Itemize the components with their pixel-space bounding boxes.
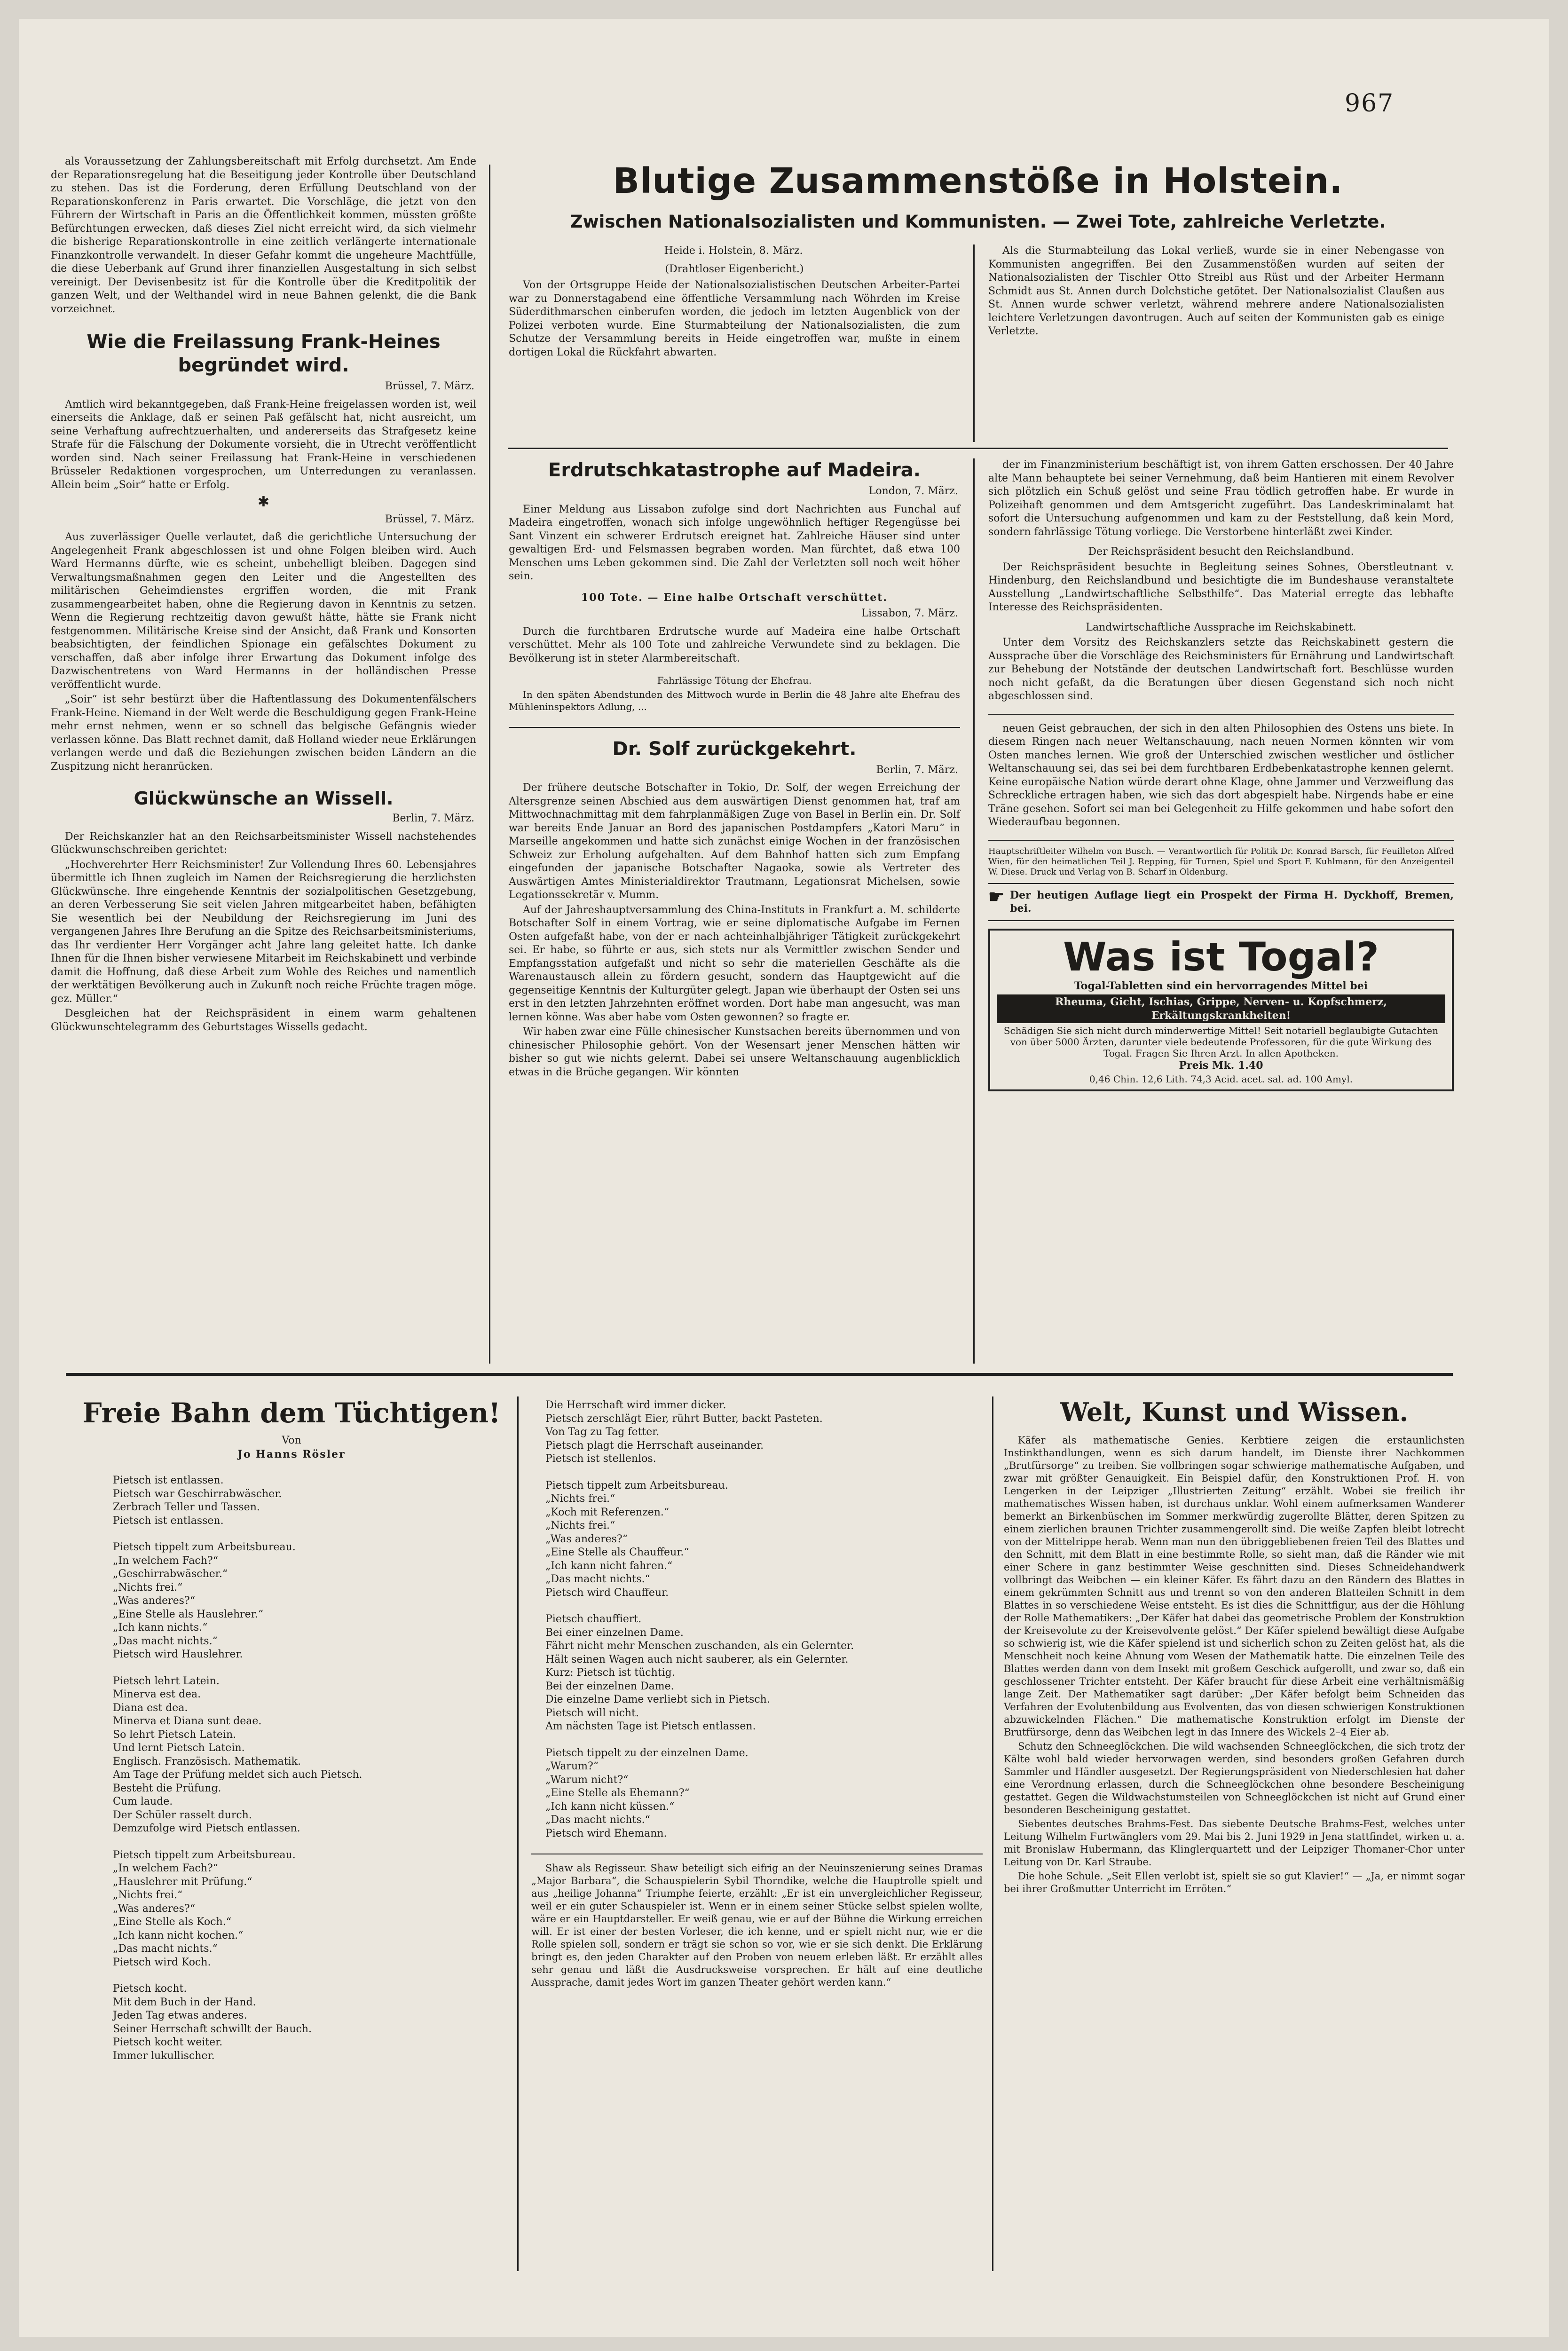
verse-stanza: Pietsch tippelt zum Arbeitsbureau. „In welchem Fach?“ „Geschirrabwäscher.“ „Nichts frei.“ „Was anderes?“ „Eine Stelle als Hauslehrer.“ „Ich kann nichts.“ „Das macht nichts.“ Pietsch wird Hauslehrer. bbox=[113, 1541, 296, 1660]
dateline: London, 7. März. bbox=[868, 485, 958, 497]
holstein-column-1 bbox=[509, 245, 960, 361]
madeira-heading: Erdrutschkatastrophe auf Madeira. bbox=[548, 459, 921, 481]
imprint: Hauptschriftleiter Wilhelm von Busch. — Verantwortlich für Politik Dr. Konrad Barsch, für Feuilleton Alfred Wien, für den heimatlichen Teil J. Repping, für Turnen, Spiel und Sport F. Kuhlmann, für den Anzeigenteil W. Diese. Druck und Verlag von B. Scharf in Oldenburg. bbox=[988, 846, 1454, 877]
kabinett-heading: Landwirtschaftliche Aussprache im Reichskabinett. bbox=[1086, 621, 1356, 633]
supplement-text: Der heutigen Auflage liegt ein Prospekt der Firma H. Dyckhoff, Bremen, bei. bbox=[1010, 889, 1454, 915]
article-paragraph: Aus zuverlässiger Quelle verlautet, daß die gerichtliche Untersuchung der Angelegenheit Frank abgeschlossen ist und ohne Folgen bleiben wird. Auch Ward Hermanns dürfte, wie es scheint, unbehelligt bleiben. Dagegen sind Verwaltungsmaßnahmen gegen den Leiter und die Angestellten des militärischen Geheimdienstes ergriffen worden, die mit Frank zusammengearbeitet haben, ohne die Regierung davon in Kenntnis zu setzen. Wenn die Regierung rechtzeitig davon gewußt hätte, hätte sie Frank nicht festgenommen. Militärische Kreise sind der Ansicht, daß Frank und Konsorten beabsichtigten, der feindlichen Spionage ein gefälschtes Dokument zu verschaffen, daß aber infolge ihrer Erwartung das Dokument infolge des Dazwischentretens von Ward Hermanns in der holländischen Presse veröffentlicht wurde. bbox=[51, 531, 476, 691]
article-paragraph: Desgleichen hat der Reichspräsident in einem warm gehaltenen Glückwunschtelegramm des Geburtstages Wissells gedacht. bbox=[51, 1008, 476, 1033]
section-rule bbox=[988, 920, 1454, 921]
section-rule bbox=[988, 883, 1454, 884]
headline: Blutige Zusammenstöße in Holstein. bbox=[613, 161, 1343, 201]
togal-conditions: Rheuma, Gicht, Ischias, Grippe, Nerven- u. Kopfschmerz, Erkältungskrankheiten! bbox=[997, 994, 1445, 1023]
article-paragraph: Wir haben zwar eine Fülle chinesischer Kunstsachen bereits übernommen und von chinesischer Philosophie gehört. Von der Wesensart jener Menschen hätten wir bisher so gut wie nichts gelernt. Dabei sei unsere Weltanschauung augenblicklich etwas in die Brüche gegangen. Wir könnten bbox=[509, 1026, 960, 1078]
verse-stanza: Pietsch lehrt Latein. Minerva est dea. Diana est dea. Minerva et Diana sunt deae. So lehrt Pietsch Latein. Und lernt Pietsch Latein. Englisch. Französisch. Mathematik. Am Tage der Prüfung meldet sich auch Pietsch. Besteht die Prüfung. Cum laude. Der Schüler rasselt durch. Demzufolge wird Pietsch entlassen. bbox=[113, 1675, 362, 1834]
author-name: Jo Hanns Rösler bbox=[237, 1448, 346, 1460]
column-rule bbox=[489, 165, 490, 1364]
article-paragraph: Käfer als mathematische Genies. Kerbtiere zeigen die erstaunlichsten Instinkthandlungen, wenn es sich darum handelt, im Dienste ihrer Nachkommen „Brutfürsorge“ zu treiben. Sie vollbringen sogar schwierige mathematische Aufgaben, und zwar mit größter Genauigkeit. Ein Beispiel dafür, den Konstruktionen Prof. H. von Lengerken in der Leipziger „Illustrierten Zeitung“ erzählt. Wobei sie freilich ihr mathematisches Wissen haben, ist durchaus unklar. Wohl einem aufmerksamen Wanderer bemerkt an Birkenbüschen im Sommer merkwürdig zugerollte Blätter, deren Spitzen zu einem zierlichen braunen Trichter zusammengerollt sind. Die weiße Zapfen bleibt lotrecht von der Mittelrippe herab. Wenn man nun den übriggebliebenen freien Teil des Blattes und den Schnitt, mit dem Blatt in eine bestimmte Rolle, so sieht man, daß die Ränder wie mit einer Schere in ganz bestimmter Weise geschnitten sind. Dieses Schneidehandwerk vollbringt das Weibchen — ein kleiner Käfer. Es fährt dazu an den Rändern des Blattes in einem gekrümmten Schnitt aus und trennt so von den anderen Blatteilen Schnitt in dem Blattes in so verschiedene Weise entsteht. Es ist dies die Schnittfigur, aus der die Höhlung der Rolle Mathematikers: „Der Käfer hat dabei das geometrische Problem der Konstruktion der Kreisevolute zu der Kreisevolvente gelöst.“ Der Käfer spielend bewältigt diese Aufgabe so schwierig ist, wie die Käfer spielend ist und sicherlich schon zu Zeiten gelöst hat, als die Menschheit noch keine Ahnung vom Wesen der Mathematik hatte. Die einzelnen Teile des Blattes werden dann von dem Insekt mit großem Geschick aufgerollt, und zwar so, daß ein geschlossener Trichter entsteht. Der Käfer braucht für diese Arbeit eine verhältnismäßig lange Zeit. Der Mathematiker sagt darüber: „Der Käfer befolgt beim Schneiden das Verfahren der Evolutenbildung aus Evolventen, das von diesen schwierigen Konstruktionen abzuwickelnden Flächen.“ Die mathematische Konstruktion erfolgt im Dienste der Brutfürsorge, denn das Weibchen legt in das Innere des Wickels 2–4 Eier ab. bbox=[1004, 1435, 1465, 1738]
verse-stanza: Pietsch ist entlassen. Pietsch war Geschirrabwäscher. Zerbrach Teller und Tassen. Pietsch ist entlassen. bbox=[113, 1475, 282, 1527]
middle-column bbox=[509, 458, 960, 1081]
welt-title: Welt, Kunst und Wissen. bbox=[1060, 1397, 1409, 1427]
lead-text: als Voraussetzung der Zahlungsbereitschaft mit Erfolg durchsetzt. Am Ende der Reparationsregelung hat die Beseitigung jeder Kontrolle über Deutschland zu stehen. Das ist die Forderung, deren Erfüllung Deutschland von der Reparationskonferenz in Paris erwartet. Die Vorschläge, die jetzt von den Führern der Wirtschaft in Paris an die Öffentlichkeit kommen, müssten größte Befürchtungen erwecken, daß dieses Ziel nicht erreicht wird, da sich vielmehr die bisherige Reparationskontrolle in eine zeitlich verlängerte internationale Finanzkontrolle verwandelt. In dieser Gefahr kommt die ungeheure Machtfülle, die diese Ueberbank auf Grund ihrer finanziellen Ausgestaltung in sich selbst vereinigt. Der Devisenbesitz ist für die Kontrolle über die Kreditpolitik der ganzen Welt, und der Welthandel wird in neue Bahnen gelenkt, die die Bank vorzeichnet. bbox=[51, 156, 476, 315]
pointing-hand-icon: ☛ bbox=[988, 885, 1005, 907]
article-paragraph: Die hohe Schule. „Seit Ellen verlobt ist, spielt sie so gut Klavier!“ — „Ja, er nimmt sogar bei ihrer Großmutter Unterricht im Erröten.“ bbox=[1004, 1870, 1465, 1894]
verse-stanza: Pietsch tippelt zum Arbeitsbureau. „In welchem Fach?“ „Hauslehrer mit Prüfung.“ „Nichts frei.“ „Was anderes?“ „Eine Stelle als Koch.“ „Ich kann nicht kochen.“ „Das macht nichts.“ Pietsch wird Koch. bbox=[113, 1849, 296, 1968]
right-column bbox=[988, 458, 1454, 1091]
supplement-note bbox=[988, 885, 1454, 915]
shaw-article: Shaw als Regisseur. Shaw beteiligt sich eifrig an der Neuinszenierung seines Dramas „Major Barbara“, die Schauspielerin Sybil Thorndike, welche die Hauptrolle spielt und aus „heilige Johanna“ Triumphe feierte, erzählt: „Er ist ein unvergleichlicher Regisseur, weil er ein guter Schauspieler ist. Wenn er in einem seiner Stücke selbst spielen wollte, wäre er ein Hauptdarsteller. Er weiß genau, wie er auf der Bühne die Wirkung erreichen will. Er ist einer der besten Vorleser, die ich kenne, und er spielt nicht nur, wie er die Rolle spielen soll, sondern er trägt sie schon so vor, wie er sie sich denkt. Die Erklärung bringt es, den jeden Charakter auf den Proben von neuem erleben läßt. Er erzählt alles sehr genau und läßt die Ausdrucksweise vorsprechen. Er hält auf eine deutliche Aussprache, damit jedes Wort im ganzen Theater gehört werden kann.“ bbox=[531, 1862, 983, 1988]
column-rule bbox=[517, 1396, 519, 2271]
verse-stanza: Pietsch tippelt zum Arbeitsbureau. „Nichts frei.“ „Koch mit Referenzen.“ „Nichts frei.“ „Was anderes?“ „Eine Stelle als Chauffeur.“ „Ich kann nicht fahren.“ „Das macht nichts.“ Pietsch wird Chauffeur. bbox=[545, 1479, 728, 1599]
welt-column bbox=[1004, 1396, 1465, 1897]
solf-heading: Dr. Solf zurückgekehrt. bbox=[612, 738, 857, 760]
subheadline: Zwischen Nationalsozialisten und Kommunisten. — Zwei Tote, zahlreiche Verletzte. bbox=[570, 212, 1386, 232]
star-separator-icon: ✱ bbox=[257, 494, 270, 510]
verse-stanza: Pietsch chauffiert. Bei einer einzelnen Dame. Fährt nicht mehr Menschen zuschanden, als ein Gelernter. Hält seinen Wagen auch nicht sauberer, als ein Gelernter. Kurz: Pietsch ist tüchtig. Bei der einzelnen Dame. Die einzelne Dame verliebt sich in Pietsch. Pietsch will nicht. Am nächsten Tage ist Pietsch entlassen. bbox=[545, 1613, 854, 1732]
madeira-subheading: 100 Tote. — Eine halbe Ortschaft verschüttet. bbox=[581, 591, 888, 604]
article-paragraph: Der Reichskanzler hat an den Reichsarbeitsminister Wissell nachstehendes Glückwunschschreiben gerichtet: bbox=[51, 830, 476, 856]
freie-bahn-column-1 bbox=[80, 1396, 503, 2076]
article-paragraph: der im Finanzministerium beschäftigt ist, von ihrem Gatten erschossen. Der 40 Jahre alte Mann behauptete bei seiner Vernehmung, daß beim Hantieren mit einem Revolver sich plötzlich ein Schuß gelöst und seine Frau tödlich getroffen habe. Er wurde in Polizeihaft genommen und dem Amtsgericht zugeführt. Das Landeskriminalamt hat sofort die Untersuchung aufgenommen und kam zu der Feststellung, daß kein Mord, sondern fahrlässige Tötung vorliege. Die Verstorbene hinterläßt zwei Kinder. bbox=[988, 459, 1454, 538]
wissell-heading: Glückwünsche an Wissell. bbox=[134, 788, 394, 809]
article-paragraph: „Hochverehrter Herr Reichsminister! Zur Vollendung Ihres 60. Lebensjahres übermittle ich Ihnen zugleich im Namen der Reichsregierung die herzlichsten Glückwünsche. Ihre eingehende Kenntnis der sozialpolitischen Gesetzgebung, an deren Verbesserung Sie seit vielen Jahren mitgearbeitet haben, befähigten Sie wesentlich bei der Neubildung der Reichsregierung im Juni des vergangenen Jahres Ihre Berufung an die Spitze des Reichsarbeitsministeriums, das Ihr verdienter Herr Vorgänger acht Jahre lang geleitet hatte. Ich danke Ihnen für die Ihnen bisher verwiesene Mitarbeit im Reichskabinett und verbinde damit die Hoffnung, daß diese Arbeit zum Wohle des Reiches und namentlich der werktätigen Bevölkerung auch in Zukunft noch reiche Früchte tragen möge. gez. Müller.“ bbox=[51, 859, 476, 1005]
dateline: Berlin, 7. März. bbox=[392, 813, 474, 824]
section-rule bbox=[509, 727, 960, 728]
dateline: Berlin, 7. März. bbox=[876, 764, 958, 776]
dateline: Lissabon, 7. März. bbox=[861, 607, 958, 619]
verse-stanza: Pietsch tippelt zu der einzelnen Dame. „Warum?“ „Warum nicht?“ „Eine Stelle als Ehemann?“ „Ich kann nicht küssen.“ „Das macht nichts.“ Pietsch wird Ehemann. bbox=[545, 1747, 749, 1839]
article-paragraph: Auf der Jahreshauptversammlung des China-Instituts in Frankfurt a. M. schilderte Botschafter Solf in einem Vortrag, wie er seine diplomatische Aufgabe im Fernen Osten aufgefaßt habe, von der er nach achteinhalbjähriger Tätigkeit zurückgekehrt sei. Er habe, so führte er aus, sich stets nur als Vermittler zwischen Sender und Empfangsstation aufgefaßt und nicht so sehr die materiellen Geschäfte als die Warenaustausch allein zu fördern gesucht, sondern das Hauptgewicht auf die gegenseitige Kenntnis der Kulturgüter gelegt. Japan wie überhaupt der Osten sei uns erst in den letzten Jahrzehnten eröffnet worden. Dort habe man angesucht, was man lernen könne. Was aber habe vom Osten gewonnen? so fragte er. bbox=[509, 904, 960, 1023]
dateline: Brüssel, 7. März. bbox=[385, 513, 474, 525]
article-paragraph: Der Reichspräsident besuchte in Begleitung seines Sohnes, Oberstleutnant v. Hindenburg, den Reichslandbund und besichtigte die im Bundeshause veranstaltete Ausstellung „Landwirtschaftliche Selbsthilfe“. Das Material erregte das lebhafte Interesse des Reichspräsidenten. bbox=[988, 561, 1454, 613]
column-rule bbox=[973, 245, 975, 442]
verse-stanza: Die Herrschaft wird immer dicker. Pietsch zerschlägt Eier, rührt Butter, backt Pasteten. Von Tag zu Tag fetter. Pietsch plagt die Herrschaft auseinander. Pietsch ist stellenlos. bbox=[545, 1399, 823, 1465]
togal-line: Togal-Tabletten sind ein hervorragendes Mittel bei bbox=[1074, 979, 1368, 992]
column-rule bbox=[992, 1396, 993, 2271]
togal-text: Schädigen Sie sich nicht durch minderwertige Mittel! Seit notariell beglaubigte Gutachten von über 5000 Ärzten, darunter viele bedeutende Professoren, für die gute Wirkung des Togal. Fragen Sie Ihren Arzt. In allen Apotheken. bbox=[1003, 1025, 1439, 1059]
feuilleton-rule bbox=[66, 1373, 1453, 1376]
article-paragraph: Unter dem Vorsitz des Reichskanzlers setzte das Reichskabinett gestern die Aussprache über die Vorschläge des Reichsministers für Ernährung und Landwirtschaft zur Behebung der Notstände der deutschen Landwirtschaft fort. Beschlüsse wurden noch nicht gefaßt, da die Beratungen über diesen Gegenstand sich noch nicht abgeschlossen sind. bbox=[988, 637, 1454, 702]
freie-bahn-title: Freie Bahn dem Tüchtigen! bbox=[82, 1397, 501, 1429]
frank-heine-heading: Wie die Freilassung Frank-Heines begründet wird. bbox=[87, 331, 441, 376]
holstein-column-2 bbox=[988, 245, 1444, 340]
verse-stanza: Pietsch kocht. Mit dem Buch in der Hand. Jeden Tag etwas anderes. Seiner Herrschaft schwillt der Bauch. Pietsch kocht weiter. Immer lukullischer. bbox=[113, 1983, 312, 2062]
newspaper-page bbox=[19, 19, 1549, 2337]
reichslandbund-heading: Der Reichspräsident besucht den Reichslandbund. bbox=[1088, 546, 1354, 558]
togal-title: Was ist Togal? bbox=[1063, 933, 1379, 980]
article-paragraph: Einer Meldung aus Lissabon zufolge sind dort Nachrichten aus Funchal auf Madeira eingetroffen, wonach sich infolge ungewöhnlich heftiger Regengüsse bei Sant Vinzent ein schwerer Erdrutsch ereignet hat. Zahlreiche Häuser sind unter gewaltigen Erd- und Felsmassen begraben worden. Man fürchtet, daß etwa 100 Menschen ums Leben gekommen sind. Die Zahl der Verletzten soll noch weit höher sein. bbox=[509, 503, 960, 582]
article-paragraph: Schutz den Schneeglöckchen. Die wild wachsenden Schneeglöckchen, die sich trotz der Kälte wohl bald wieder hervorwagen werden, sind besonders großen Gefahren durch Sammler und Händler ausgesetzt. Der Regierungspräsident von Niederschlesien hat daher eine Verordnung erlassen, durch die Schneeglöckchen ohne besondere Bescheinigung gestattet. Gegen die Wildwachstumsteilen von Schneeglöckchen ist nicht auf Grund einer besonderen Bescheinigung gestattet. bbox=[1004, 1741, 1465, 1815]
article-paragraph: „Soir“ ist sehr bestürzt über die Haftentlassung des Dokumentenfälschers Frank-Heine. Niemand in der Welt werde die Beschuldigung gegen Frank-Heine mehr ernst nehmen, wenn er so schnell das belgische Gefängnis wieder verlassen könne. Das Blatt rechnet damit, daß Holland wieder neue Erklärungen verlangen werde und daß die Beziehungen zwischen beiden Ländern an die Zuspitzung nicht heranrücken. bbox=[51, 694, 476, 773]
notice-heading: Fahrlässige Tötung der Ehefrau. bbox=[657, 675, 812, 686]
section-rule bbox=[988, 714, 1454, 715]
article-paragraph: Als die Sturmabteilung das Lokal verließ, wurde sie in einer Nebengasse von Kommunisten angegriffen. Bei den Zusammenstößen wurden auf seiten der Nationalsozialisten der Tischler Otto Streibl aus Rüst und der Arbeiter Hermann Schmidt aus St. Annen durch Dolchstiche getötet. Der Nationalsozialist Claußen aus St. Annen wurde schwer verletzt, während mehrere andere Nationalsozialisten leichtere Verletzungen davontrugen. Auch auf seiten der Kommunisten gab es einige Verletzte. bbox=[988, 245, 1444, 337]
column-rule bbox=[973, 458, 975, 1364]
article-paragraph: neuen Geist gebrauchen, der sich in den alten Philosophien des Ostens uns biete. In diesem Ringen nach neuer Weltanschauung, nach neuen Normen könnten wir vom Osten manches lernen. Wie groß der Unterschied zwischen westlicher und östlicher Weltanschauung sei, das sei bei dem furchtbaren Erdbebenkatastrophe kennen gelernt. Keine europäische Nation würde derart ohne Klage, ohne Jammer und Verzweiflung das Schreckliche ertragen haben, wie sich das dort abgespielt habe. Nirgends habe er eine Träne gesehen. Sofort sei man bei Gelegenheit zu Hilfe gekommen und habe sofort den Wiederaufbau begonnen. bbox=[988, 722, 1454, 828]
page-number: 967 bbox=[1345, 89, 1395, 118]
top-left-column bbox=[51, 155, 476, 1035]
freie-bahn-column-2 bbox=[531, 1399, 983, 1990]
dateline: Heide i. Holstein, 8. März. bbox=[664, 245, 803, 257]
article-paragraph: Siebentes deutsches Brahms-Fest. Das siebente Deutsche Brahms-Fest, welches unter Leitung Wilhelm Furtwänglers vom 29. Mai bis 2. Juni 1929 in Jena stattfindet, wirken u. a. mit Bronislaw Hubermann, das Klinglerquartett und der Leipziger Thomaner-Chor unter Leitung von Dr. Karl Straube. bbox=[1004, 1818, 1465, 1868]
article-paragraph: Der frühere deutsche Botschafter in Tokio, Dr. Solf, der wegen Erreichung der Altersgrenze seinen Abschied aus dem auswärtigen Dienst genommen hat, traf am Mittwochnachmittag mit dem fahrplanmäßigen Zuge von Basel in Berlin ein. Dr. Solf war bereits Ende Januar an Bord des japanischen Postdampfers „Katori Maru“ in Marseille angekommen und hatte sich zunächst einige Wochen in der französischen Schweiz zur Erholung aufgehalten. Auf dem Bahnhof hatten sich zum Empfang eingefunden der japanische Botschafter Nagaoka, sowie als Vertreter des Auswärtigen Amtes Ministerialdirektor Trautmann, Legationsrat Michelsen, sowie Legationssekretär v. Mumm. bbox=[509, 782, 960, 901]
togal-advertisement bbox=[988, 929, 1454, 1092]
article-paragraph: Von der Ortsgruppe Heide der Nationalsozialistischen Deutschen Arbeiter-Partei war zu Donnerstagabend eine öffentliche Versammlung nach Wöhrden im Kreise Süderdithmarschen einberufen worden, die jedoch im letzten Augenblick von der Polizei verboten wurde. Eine Sturmabteilung der Nationalsozialisten, die zum Schutze der Versammlung bereits in Heide eingetroffen war, mußte in einem dortigen Lokal die Rückfahrt abwarten. bbox=[509, 279, 960, 358]
dateline: Brüssel, 7. März. bbox=[385, 380, 474, 392]
article-paragraph: Amtlich wird bekanntgegeben, daß Frank-Heine freigelassen worden ist, weil einerseits die Anklage, daß er seinen Paß gefälscht hat, nicht ausreicht, um seine Verhaftung aufrechtzuerhalten, und andererseits das Strafgesetz keine Strafe für die Fälschung der Dokumente vorsieht, die in Utrecht veröffentlicht worden sind. Nach seiner Freilassung hat Frank-Heine in verschiedenen Brüsseler Redaktionen vorgesprochen, um Unterredungen zu veranlassen. Allein beim „Soir“ hatte er Erfolg. bbox=[51, 398, 476, 491]
article-paragraph: Durch die furchtbaren Erdrutsche wurde auf Madeira eine halbe Ortschaft verschüttet. Mehr als 100 Tote und zahlreiche Verwundete sind zu beklagen. Die Bevölkerung ist in steter Alarmbereitschaft. bbox=[509, 625, 960, 664]
notice-text: In den späten Abendstunden des Mittwoch wurde in Berlin die 48 Jahre alte Ehefrau des Mühleninspektors Adlung, ... bbox=[509, 688, 960, 712]
togal-formula: 0,46 Chin. 12,6 Lith. 74,3 Acid. acet. sal. ad. 100 Amyl. bbox=[1089, 1073, 1353, 1085]
byline-von: Von bbox=[282, 1435, 301, 1446]
togal-price: Preis Mk. 1.40 bbox=[1179, 1059, 1263, 1072]
section-rule bbox=[988, 840, 1454, 841]
source-note: (Drahtloser Eigenbericht.) bbox=[665, 263, 804, 275]
section-rule bbox=[508, 448, 1448, 449]
